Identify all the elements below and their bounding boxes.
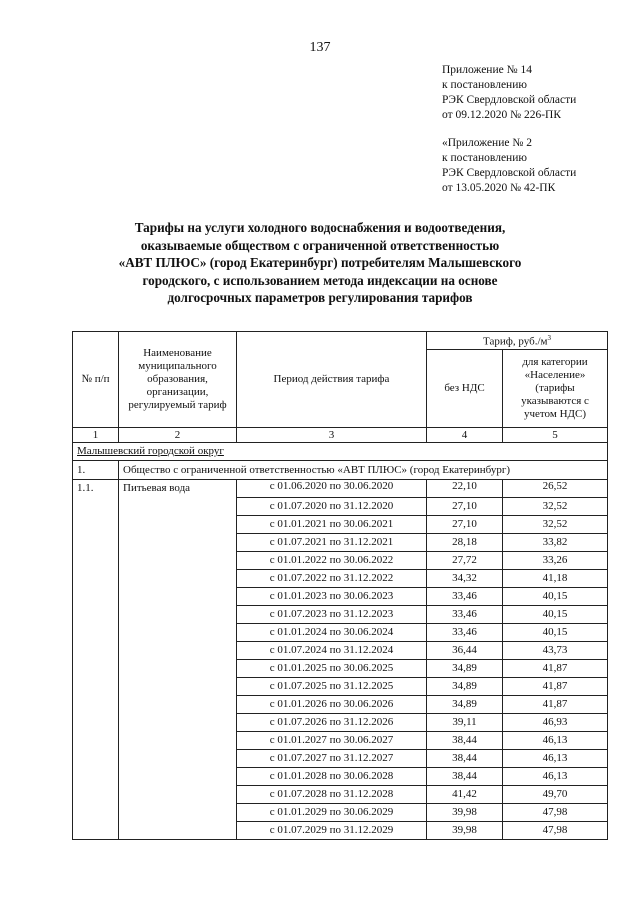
population-cell: 41,87 bbox=[503, 678, 608, 696]
appendix-line: от 09.12.2020 № 226-ПК bbox=[442, 109, 562, 121]
title-line: долгосрочных параметров регулирования тарифов bbox=[167, 290, 473, 306]
header-period: Период действия тарифа bbox=[237, 332, 427, 428]
column-index: 3 bbox=[237, 428, 427, 443]
appendix-line: РЭК Свердловской области bbox=[442, 94, 577, 106]
period-cell: с 01.07.2020 по 31.12.2020 bbox=[237, 498, 427, 516]
appendix-14-block bbox=[442, 63, 576, 123]
appendix-line: «Приложение № 2 bbox=[442, 137, 532, 149]
no-vat-cell: 27,72 bbox=[427, 552, 503, 570]
no-vat-cell: 39,11 bbox=[427, 714, 503, 732]
document-title bbox=[70, 219, 570, 307]
no-vat-cell: 27,10 bbox=[427, 516, 503, 534]
table-row bbox=[73, 480, 608, 498]
header-num: № п/п bbox=[73, 332, 119, 428]
column-index: 1 bbox=[73, 428, 119, 443]
population-cell: 49,70 bbox=[503, 786, 608, 804]
no-vat-cell: 22,10 bbox=[427, 480, 503, 498]
header-tariff bbox=[427, 332, 608, 350]
period-cell: с 01.01.2026 по 30.06.2026 bbox=[237, 696, 427, 714]
no-vat-cell: 33,46 bbox=[427, 624, 503, 642]
period-cell: с 01.07.2021 по 31.12.2021 bbox=[237, 534, 427, 552]
population-cell: 32,52 bbox=[503, 516, 608, 534]
page-number: 137 bbox=[309, 40, 331, 55]
period-cell: с 01.06.2020 по 30.06.2020 bbox=[237, 480, 427, 498]
period-cell: с 01.01.2023 по 30.06.2023 bbox=[237, 588, 427, 606]
population-cell: 33,26 bbox=[503, 552, 608, 570]
column-index: 2 bbox=[119, 428, 237, 443]
no-vat-cell: 34,89 bbox=[427, 678, 503, 696]
organization-num: 1. bbox=[73, 461, 119, 480]
title-line: «АВТ ПЛЮС» (город Екатеринбург) потребителям Малышевского bbox=[118, 255, 522, 271]
appendix-line: РЭК Свердловской области bbox=[442, 167, 577, 179]
appendix-line: от 13.05.2020 № 42-ПК bbox=[442, 182, 556, 194]
population-cell: 32,52 bbox=[503, 498, 608, 516]
no-vat-cell: 39,98 bbox=[427, 804, 503, 822]
no-vat-cell: 27,10 bbox=[427, 498, 503, 516]
no-vat-cell: 39,98 bbox=[427, 822, 503, 840]
period-cell: с 01.01.2027 по 30.06.2027 bbox=[237, 732, 427, 750]
title-line: городского, с использованием метода индексации на основе bbox=[142, 272, 498, 288]
population-cell: 43,73 bbox=[503, 642, 608, 660]
period-cell: с 01.07.2028 по 31.12.2028 bbox=[237, 786, 427, 804]
organization-name: Общество с ограниченной ответственностью «АВТ ПЛЮС» (город Екатеринбург) bbox=[119, 461, 608, 480]
period-cell: с 01.01.2024 по 30.06.2024 bbox=[237, 624, 427, 642]
population-cell: 46,13 bbox=[503, 768, 608, 786]
period-cell: с 01.01.2021 по 30.06.2021 bbox=[237, 516, 427, 534]
population-cell: 41,87 bbox=[503, 660, 608, 678]
period-cell: с 01.01.2025 по 30.06.2025 bbox=[237, 660, 427, 678]
population-cell: 41,18 bbox=[503, 570, 608, 588]
population-cell: 41,87 bbox=[503, 696, 608, 714]
population-cell: 46,13 bbox=[503, 732, 608, 750]
header-no-vat: без НДС bbox=[427, 350, 503, 428]
population-cell: 26,52 bbox=[503, 480, 608, 498]
header-tariff-label: Тариф, руб./м bbox=[483, 335, 548, 348]
appendix-line: к постановлению bbox=[442, 152, 527, 164]
no-vat-cell: 33,46 bbox=[427, 588, 503, 606]
column-index: 4 bbox=[427, 428, 503, 443]
column-index-row bbox=[73, 428, 608, 443]
population-cell: 47,98 bbox=[503, 822, 608, 840]
period-cell: с 01.07.2027 по 31.12.2027 bbox=[237, 750, 427, 768]
no-vat-cell: 34,89 bbox=[427, 660, 503, 678]
period-cell: с 01.07.2022 по 31.12.2022 bbox=[237, 570, 427, 588]
period-cell: с 01.01.2028 по 30.06.2028 bbox=[237, 768, 427, 786]
column-index: 5 bbox=[503, 428, 608, 443]
population-cell: 46,93 bbox=[503, 714, 608, 732]
no-vat-cell: 33,46 bbox=[427, 606, 503, 624]
no-vat-cell: 28,18 bbox=[427, 534, 503, 552]
appendix-line: к постановлению bbox=[442, 79, 527, 91]
item-num: 1.1. bbox=[73, 480, 119, 840]
population-cell: 47,98 bbox=[503, 804, 608, 822]
appendix-line: Приложение № 14 bbox=[442, 64, 532, 76]
header-name: Наименование муниципального образования, организации, регулируемый тариф bbox=[119, 332, 237, 428]
period-cell: с 01.01.2022 по 30.06.2022 bbox=[237, 552, 427, 570]
organization-row bbox=[73, 461, 608, 480]
population-cell: 40,15 bbox=[503, 588, 608, 606]
region-name: Малышевский городской округ bbox=[73, 443, 608, 461]
region-row bbox=[73, 443, 608, 461]
population-cell: 40,15 bbox=[503, 606, 608, 624]
tariff-table bbox=[72, 331, 608, 840]
no-vat-cell: 38,44 bbox=[427, 768, 503, 786]
population-cell: 46,13 bbox=[503, 750, 608, 768]
period-cell: с 01.07.2023 по 31.12.2023 bbox=[237, 606, 427, 624]
period-cell: с 01.01.2029 по 30.06.2029 bbox=[237, 804, 427, 822]
header-population: для категории «Население» (тарифы указываются с учетом НДС) bbox=[503, 350, 608, 428]
item-name: Питьевая вода bbox=[119, 480, 237, 840]
no-vat-cell: 34,32 bbox=[427, 570, 503, 588]
no-vat-cell: 38,44 bbox=[427, 750, 503, 768]
no-vat-cell: 36,44 bbox=[427, 642, 503, 660]
period-cell: с 01.07.2025 по 31.12.2025 bbox=[237, 678, 427, 696]
title-line: Тарифы на услуги холодного водоснабжения и водоотведения, bbox=[134, 220, 506, 235]
no-vat-cell: 34,89 bbox=[427, 696, 503, 714]
appendix-2-block bbox=[442, 136, 576, 196]
population-cell: 33,82 bbox=[503, 534, 608, 552]
period-cell: с 01.07.2026 по 31.12.2026 bbox=[237, 714, 427, 732]
title-line: оказываемые обществом с ограниченной ответственностью bbox=[140, 237, 500, 253]
header-tariff-sup: 3 bbox=[547, 334, 551, 343]
no-vat-cell: 41,42 bbox=[427, 786, 503, 804]
no-vat-cell: 38,44 bbox=[427, 732, 503, 750]
period-cell: с 01.07.2024 по 31.12.2024 bbox=[237, 642, 427, 660]
population-cell: 40,15 bbox=[503, 624, 608, 642]
period-cell: с 01.07.2029 по 31.12.2029 bbox=[237, 822, 427, 840]
